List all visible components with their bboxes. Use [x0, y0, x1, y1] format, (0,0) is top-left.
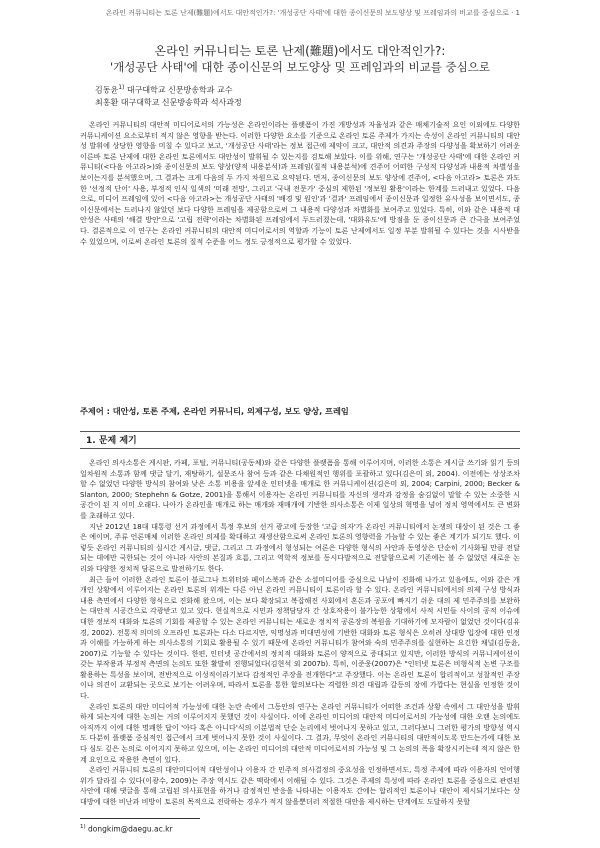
body-paragraph: 지난 2012년 18대 대통령 선거 과정에서 특정 후보의 선거 광고에 등장한 '고급 의자'가 온라인 커뮤니티에서 논쟁의 대상이 된 것은 그 좋은 예이며, 주류 언론매체 이러한 온라인 의제를 확대하고 재생산함으로써 온라인 토론의 영향력을 가늠할 수 있는 좋은 계기가 되기도 했다. 이렇듯 온라인 커뮤니티의 실시간 게시글, 댓글, 그리고 그 과정에서 형성되는 여론은 다양한 형식의 사안과 동영상은 단순히 기사화될 만큼 전달되는 데에만 국한되는 것이 아니라 사안의 본질과 흐름, 그리고 역학적 정보를 동시다발적으로 전달함으로써 기존에는 볼 수 없었던 새로운 논리와 다양한 정치적 담론으로 발전하기도 한다. [80, 521, 520, 573]
footnote-divider [80, 818, 200, 819]
author-affiliation: 대구대학교 신문방송학과 교수 [126, 85, 233, 95]
running-head: 온라인 커뮤니티는 토론 난제(難題)에서도 대안적인가?: '개성공단 사태'에 대한 종이신문의 보도양상 및 프레임과의 비교를 중심으로 · 1 [105, 9, 520, 17]
author-entry [95, 97, 242, 109]
body-paragraph: 온라인 토론의 대안 미디어적 가능성에 대한 논란 속에서 그동안의 연구는 온라인 커뮤니티가 어떠한 조건과 상황 속에서 그 대안성을 발휘하게 되는지에 대한 논의는 거의 이루어지지 못했던 것이 사실이다. 이에 온라인 미디어의 대안적 미디어로서의 가능성에 대한 오랜 논의에도 아직까지 이에 대한 명쾌한 답이 '아다 혹은 아니다'식의 이분법적 단순 논리에서 벗어나지 못하고 있고, 그러다보니 그러한 평가의 방향성 역시도 다분히 플랫폼 중심적인 접근에서 크게 벗어나지 못한 것이 사실이다. 그 결과, 무엇이 온라인 커뮤니티의 대안적이도록 만드는가에 대한 보다 심도 깊은 논의로 이어지지 못하고 있으며, 이는 온라인 미디어의 대안적 미디어로서의 가능성 및 그 논의의 폭을 확장시키는데 적지 않은 한계 요인으로 작용한 측면이 있다. [80, 701, 520, 764]
keywords: 주제어 : 대안성, 토론 주제, 온라인 커뮤니티, 의제구성, 보도 양상, 프레임 [80, 406, 349, 416]
section-heading-text: 1. 문제 제기 [86, 436, 137, 446]
abstract [80, 120, 520, 247]
body-paragraph: 온라인 커뮤니티 토론의 대안미디어적 대안성이나 이용자 간 민주적 의사결정의 중요성을 인정하면서도, 특정 주제에 따라 이용자의 언어행위가 달라질 수 있다(이광수, 2009)는 주장 역시도 같은 맥락에서 이해될 수 있다. 그것은 주제의 특성에 따라 온라인 토론을 중심으로 관련된 사안에 대해 댓글을 통해 고립된 의사표현을 하거나 감정적인 반응을 나타내는 이용자도 간에는 합리적인 토론이나 대안이 제시되기보다는 상대방에 대한 비난과 비방이 토론의 목적으로 전락하는 경우가 적지 않을뿐더러 적절한 대안을 제시하는 단계에도 도달하지 못할 [80, 765, 520, 806]
author-list [95, 82, 242, 109]
paper-subtitle: '개성공단 사태'에 대한 종이신문의 보도양상 및 프레임과의 비교를 중심으로 [110, 60, 490, 74]
body-paragraph: 온라인 의사소통은 게시판, 카페, 포털, 커뮤니티(공동체)와 같은 다양한 플랫폼을 통해 이루어지며, 이러한 소통은 게시글 쓰기와 읽기 등의 일차원적 소통과 함께 댓글 달기, 재탕하기, 설문조사 참여 등과 같은 다채원적인 행위를 포괄하고 있다(김은미 외, 2004). 이전에는 상상조차 할 수 없었던 다양한 방식의 참여와 낮은 소통 비용을 앞세운 인터넷을 매개로 한 커뮤니케이션(김은미 외, 2004; Carpini, 2000; Becker & Slanton, 2000; Stephehn & Gotze, 2001)을 통해서 이용자는 온라인 커뮤니티를 자신의 생각과 감정을 숨김없이 말할 수 있는 소중한 시공간이 된 지 이미 오래다. 나아가 온라인을 매개로 하는 매개와 재매개에 기반한 의사소통은 이제 일상의 혁명을 넘어 정치 영역에서도 큰 변화를 초래하고 있다. [80, 458, 520, 520]
paper-title: 온라인 커뮤니티는 토론 난제(難題)에서도 대안적인가?: [154, 44, 446, 58]
author-name: 최홍환 [95, 97, 119, 107]
section-heading [80, 431, 520, 449]
title-block [60, 44, 540, 75]
body-paragraph: 최근 들어 이러한 온라인 토론이 블로그나 트위터와 페이스북과 같은 소셜미디어를 중심으로 나날이 진화해 나가고 있음에도, 이와 같은 개개인 상황에서 이루어지는 온라인 토론의 위계는 다른 아닌 온라인 커뮤니티이 토론이라 할 수 있다. 온라인 커뮤니티에서의 의제 구성 방식과 내용 측면에서 다양한 형식으로 진화해 왔으며, 이는 보다 확장되고 복잡해진 사회에서 혼돈과 공포에 빠지기 쉬운 대의 제 민주주의를 보완하는 대안적 시공간으로 각광받고 있고 있다. 현실적으로 시민과 정책담당자 간 상호작용이 불가능한 상황에서 사적 시민들 사이의 공적 이슈에 대한 정보적 대화와 토론의 기회를 제공할 수 있는 온라인 커뮤니티는 새로운 정치적 공론장의 복원을 기대하기에 모자람이 없었던 것이다(김유경, 2002). 전통적 의미의 오프라인 토론과는 다소 다르지만, 익명성과 비대면성에 기반한 대화와 토론 형식은 오히려 상대방 입장에 대한 인정과 이해를 가능하게 하는 의사소통의 기회로 활용될 수 있기 때문에 온라인 커뮤니티가 참여와 숙의 민주주의를 실현하는 요긴한 채널(김동윤, 2007)로 기능할 수 있다는 것이다. 한편, 인터넷 공간에서의 정치적 대화와 토론이 양적으로 증대되고 있지만, 이러한 방식의 커뮤니케이션이 갖는 부작용과 부정적 측면의 논의도 또한 활발히 진행되었다(김현석 외 2007b). 특히, 이준웅(2007)은 "인터넷 토론은 비형식적 논변 구조를 활용하는 특성을 보이며, 전반적으로 이성적이라기보다 감정적인 주장을 전개한다"고 주장했다. 이는 온라인 토론이 합리적이고 성찰적인 주장이나 의견이 교환되는 곳으로 보기는 어려우며, 따라서 토론을 통한 합의보다는 격렬한 의견 대립과 갈등의 장에 가깝다는 현실을 인정한 것이다. [80, 574, 520, 701]
author-entry [95, 82, 242, 97]
author-affiliation: 대구대학교 신문방송학과 석사과정 [120, 97, 242, 107]
abstract-paragraph: 온라인 커뮤니티의 대안적 미디어로서의 가능성은 온라인이라는 플랫폼이 가진 개방성과 자율성과 같은 매체기술적 요인 이외에도 다양한 커뮤니케이션 요소로부터 적지 않은 영향을 받는다. 이러한 다양한 요소를 기준으로 온라인 토론 주제가 가지는 속성이 온라인 커뮤니티의 대안성 발휘에 상당한 영향을 미칠 수 있다고 보고, '개성공단 사태'라는 정보 접근에 제약이 크고, 대안적 의견과 주장의 다양성을 확보하기 어려운 이른바 토론 난제에 대한 온라인 토론에서도 대안성이 발휘될 수 있는지를 검토해 보았다. 이를 위해, 연구는 '개성공단 사태'에 대한 온라인 커뮤니티(<다음 아고라>)와 종이신문의 보도 양상(양적 내용분석)과 프레임(질적 내용분석)에 견주어 어떠한 구성적 다양성과 내용적 차별성을 보이는지를 분석했으며, 그 결과는 크게 다음의 두 가지 차원으로 요약된다. 먼저, 종이신문의 보도 양상에 견주어, <다음 아고라> 토론은 과도한 '선정적 단어' 사용, 부정적 인식 일색의 '미래 전망', 그리고 '국내 전문가' 중심의 제한된 '정보원 활용'이라는 한계를 드러내고 있었다. 다음으로, 미디어 프레임에 있어 <다음 아고라>는 개성공단 사태의 '배경 및 원인'과 '결과' 프레임에서 종이신문과 일정한 유사성을 보이면서도, 종이신문에서는 드러나지 않았던 보다 다양한 프레임을 제공함으로써 그 내용적 다양성과 차별화를 보여주고 있었다. 특히, 이와 같은 내용적 대안성은 사태의 '해결 방안'으로 '고립 전략'이라는 차별화된 프레임에서 두드러졌는데, '대화유도'에 방점을 둔 종이신문과 큰 간극을 보여주었다. 결론적으로 이 연구는 온라인 커뮤니티의 대안적 미디어로서의 역할과 기능이 토론 난제에서도 일정 부분 발휘될 수 있다는 것을 시사받을 수 있었으며, 이로써 온라인 토론의 질적 수준을 어느 정도 긍정적으로 평가할 수 있었다. [80, 120, 520, 246]
author-name: 김동윤 [95, 85, 119, 95]
footnote-mark: 1) [80, 824, 86, 830]
author-footnote-mark: 1) [118, 84, 125, 91]
section-body [80, 458, 520, 808]
footnote-email: dongkim@daegu.ac.kr [88, 824, 173, 834]
footnote [80, 822, 173, 835]
